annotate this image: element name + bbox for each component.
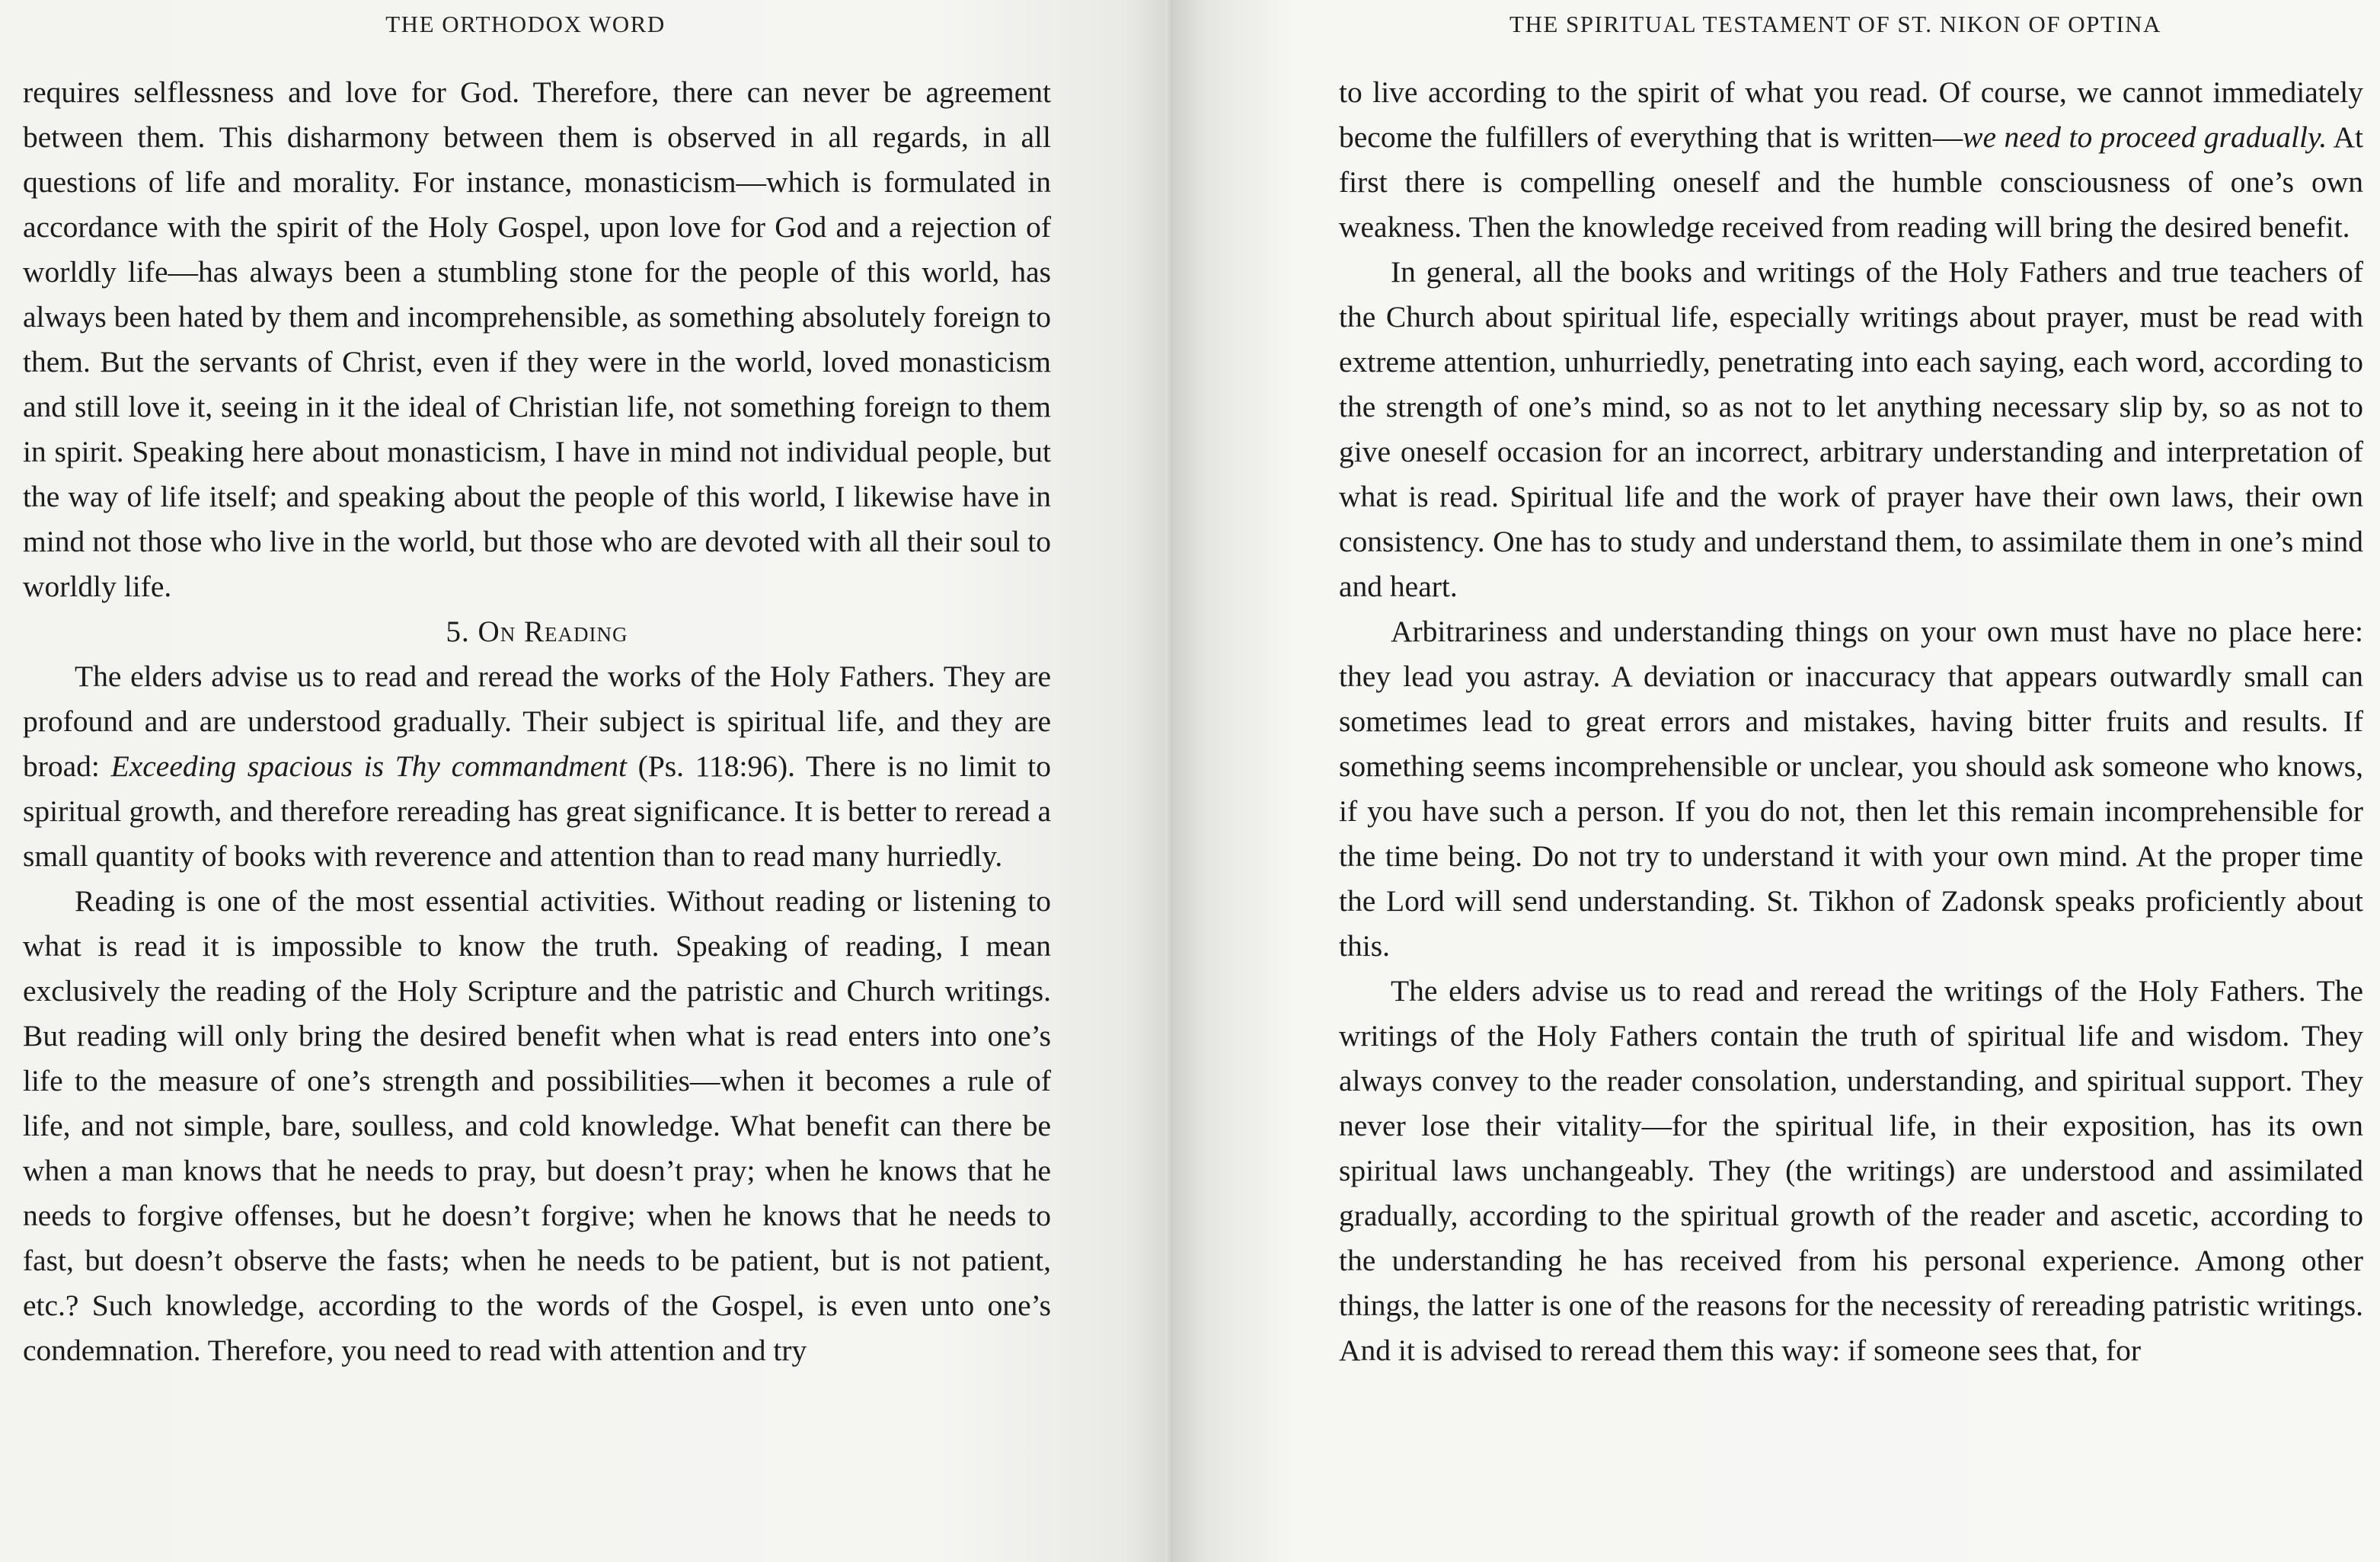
right-paragraph-1-text-a: to live according to the spirit of what you read. Of course, we cannot immediately become the fulfillers of everything that is written—: [1339, 75, 2363, 154]
right-paragraph-1-text-b: At first there is compelling oneself and the humble consciousness of one’s own weakness. Then the knowledge received from reading will bring the desired benefit.: [1339, 120, 2363, 244]
left-paragraph-1: requires selflessness and love for God. Therefore, there can never be agreement between them. This disharmony between them is observed in all regards, in all questions of life and morality. For instance, monasticism—which is formulated in accordance with the spirit of the Holy Gospel, upon love for God and a rejection of worldly life—has always been a stumbling stone for the people of this world, has always been hated by them and incomprehensible, as something absolutely foreign to them. But the servants of Christ, even if they were in the world, loved monasticism and still love it, seeing in it the ideal of Christian life, not something foreign to them in spirit. Speaking here about monasticism, I have in mind not individual people, but the way of life itself; and speaking about the people of this world, I likewise have in mind not those who live in the world, but those who are devoted with all their soul to worldly life.: [23, 75, 1051, 603]
right-paragraph-2: In general, all the books and writings of the Holy Fathers and true teachers of the Church about spiritual life, especially writings about prayer, must be read with extreme attention, unhurriedly, penetrating into each saying, each word, according to the strength of one’s mind, so as not to let anything necessary slip by, so as not to give oneself occasion for an incorrect, arbitrary understanding and interpretation of what is read. Spiritual life and the work of prayer have their own laws, their own consistency. One has to study and understand them, to assimilate them in one’s mind and heart.: [1339, 255, 2363, 603]
right-paragraph-1: [1339, 70, 2363, 250]
left-page: [0, 0, 1173, 1562]
right-paragraph-4: The elders advise us to read and reread the writings of the Holy Fathers. The writings of the Holy Fathers contain the truth of spiritual life and wisdom. They always convey to the reader consolation, understanding, and spiritual support. They never lose their vitality—for the spiritual life, in their exposition, has its own spiritual laws unchangeably. They (the writings) are understood and assimilated gradually, according to the spiritual growth of the reader and ascetic, according to the understanding he has received from his personal experience. Among other things, the latter is one of the reasons for the necessity of rereading patristic writings. And it is advised to reread them this way: if someone sees that, for: [1339, 974, 2363, 1367]
right-running-head: THE SPIRITUAL TESTAMENT OF ST. NIKON OF OPTINA: [1509, 11, 2161, 37]
left-running-head: THE ORTHODOX WORD: [385, 11, 666, 37]
left-paragraph-2: [23, 654, 1051, 879]
right-page-body: [1339, 70, 2363, 1373]
scripture-quote-italic: Exceeding spacious is Thy commandment: [110, 749, 627, 783]
left-paragraph-2-text-b: (Ps. 118:96). There is no limit to spiritual growth, and therefore rereading has great significance. It is better to reread a small quantity of books with reverence and attention than to read many hurriedly.: [23, 749, 1051, 873]
gradual-emphasis-italic: we need to proceed gradually.: [1963, 120, 2327, 154]
left-paragraph-3: Reading is one of the most essential activities. Without reading or listening to what is read it is impossible to know the truth. Speaking of reading, I mean exclusively the reading of the Holy Scripture and the patristic and Church writings. But reading will only bring the desired benefit when what is read enters into one’s life to the measure of one’s strength and possibilities—when it becomes a rule of life, and not simple, bare, soulless, and cold knowledge. What benefit can there be when a man knows that he needs to pray, but doesn’t pray; when he knows that he needs to forgive offenses, but he doesn’t forgive; when he knows that he needs to fast, but doesn’t observe the fasts; when he needs to be patient, but is not patient, etc.? Such knowledge, according to the words of the Gospel, is even unto one’s condemnation. Therefore, you need to read with attention and try: [23, 884, 1051, 1367]
section-heading-on-reading: 5. On Reading: [446, 615, 628, 648]
left-paragraph-2-text-a: The elders advise us to read and reread the works of the Holy Fathers. They are profound and are understood gradually. Their subject is spiritual life, and they are broad:: [23, 660, 1051, 783]
right-page: [1173, 0, 2380, 1562]
right-paragraph-3: Arbitrariness and understanding things on your own must have no place here: they lead you astray. A deviation or inaccuracy that appears outwardly small can sometimes lead to great errors and mistakes, having bitter fruits and results. If something seems incomprehensible or unclear, you should ask someone who knows, if you have such a person. If you do not, then let this remain incomprehensible for the time being. Do not try to understand it with your own mind. At the proper time the Lord will send understanding. St. Tikhon of Zadonsk speaks proficiently about this.: [1339, 615, 2363, 963]
left-page-body: [23, 70, 1051, 1373]
